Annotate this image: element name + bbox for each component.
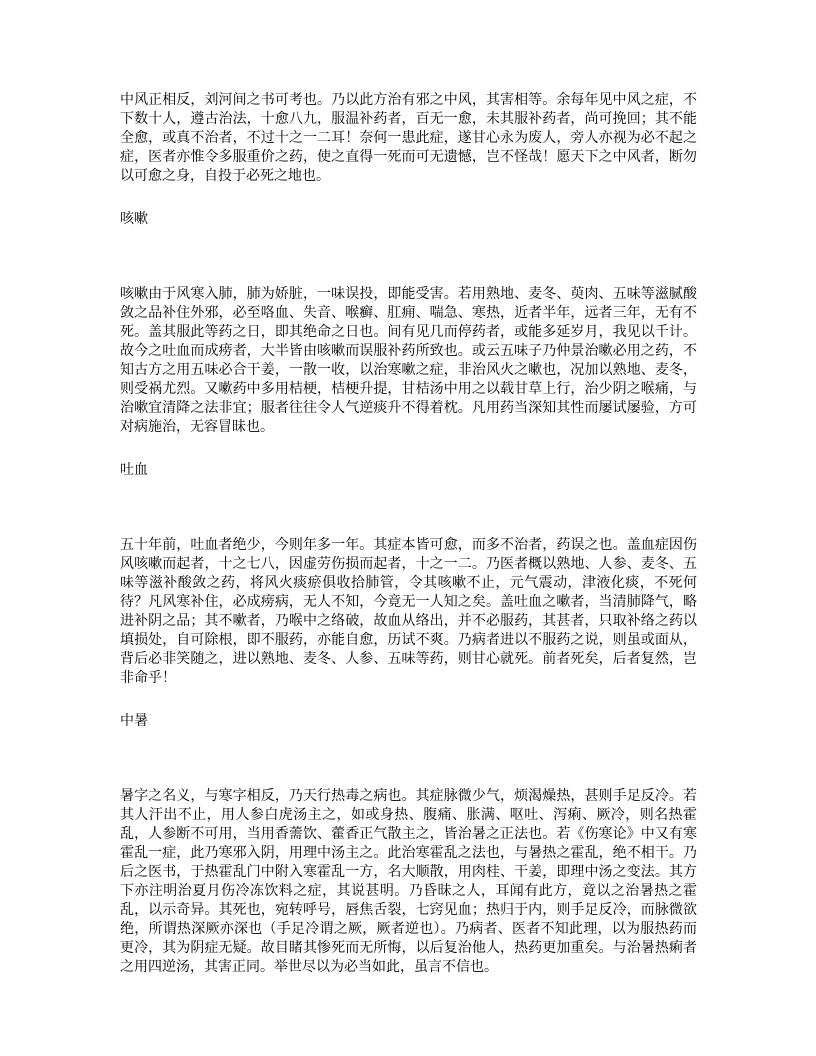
paragraph-heatstroke: 暑字之名义，与寒字相反，乃天行热毒之病也。其症脉微少气，烦渴燥热，甚则手足反冷。若其人汗出不止，用人参白虎汤主之，如或身热、腹痛、胀满、呕吐、泻痢、厥冷，则名热霍乱，人参断不可用，当用香薷饮、藿香正气散主之，皆治暑之正法也。若《伤寒论》中又有寒霍乱一症，此乃寒邪入阴，用理中汤主之。此治寒霍乱之法也，与暑热之霍乱，绝不相干。乃后之医书，于热霍乱门中附入寒霍乱一方，名大顺散，用肉桂、干姜，即理中汤之变法。其方下亦注明治夏月伤冷冻饮料之症，其说甚明。乃昏昧之人，耳闻有此方，竟以之治暑热之霍乱，以示奇异。其死也，宛转呼号，唇焦舌裂，七窍见血；热归于内，则手足反冷，而脉微欲绝，所谓热深厥亦深也（手足冷谓之厥，厥者逆也）。乃病者、医者不知此理，以为服热药而更冷，其为阴症无疑。故目睹其惨死而无所悔，以后复治他人，热药更加重矣。与治暑热痢者之用四逆汤，其害正同。举世尽以为必当如此，虽言不信也。 bbox=[120, 789, 697, 975]
section-heading-cough: 咳嗽 bbox=[120, 212, 148, 227]
section-heading-heatstroke: 中暑 bbox=[120, 714, 148, 729]
paragraph-hematemesis: 五十年前，吐血者绝少，今则年多一年。其症本皆可愈，而多不治者，药误之也。盖血症因伤风咳嗽而起者，十之七八，因虚劳伤损而起者，十之一二。乃医者概以熟地、人参、麦冬、五味等滋补酸敛之药，将风火痰瘀俱收拾肺管，令其咳嗽不止，元气震动，津液化痰，不死何待？凡风寒补住，必成痨病，无人不知，今竟无一人知之矣。盖吐血之嗽者，当清肺降气，略进补阴之品；其不嗽者，乃喉中之络破，故血从络出，并不必服药，其甚者，只取补络之药以填损处，自可除根，即不服药，亦能自愈，历试不爽。乃病者进以不服药之说，则虽或面从，背后必非笑随之，进以熟地、麦冬、人参、五味等药，则甘心就死。前者死矣，后者复然，岂非命乎！ bbox=[120, 538, 697, 686]
section-heading-hematemesis: 吐血 bbox=[120, 463, 148, 478]
paragraph-stroke-continuation: 中风正相反，刘河间之书可考也。乃以此方治有邪之中风，其害相等。余每年见中风之症，不下数十人，遵古治法，十愈八九，服温补药者，百无一愈，未其服补药者，尚可挽回；其不能全愈，或真不治者，不过十之一二耳！奈何一患此症，遂甘心永为废人，旁人亦视为必不起之症，医者亦惟令多服重价之药，使之直得一死而可无遗憾，岂不怪哉！愿天下之中风者，断勿以可愈之身，自投于必死之地也。 bbox=[120, 93, 697, 184]
paragraph-cough: 咳嗽由于风寒入肺，肺为娇脏，一味误投，即能受害。若用熟地、麦冬、萸肉、五味等滋腻酸敛之品补住外邪，必至咯血、失音、喉癣、肛痈、喘急、寒热，近者半年，远者三年，无有不死。盖其服此等药之日，即其绝命之日也。间有见几而停药者，或能多延岁月，我见以千计。故今之吐血而成痨者，大半皆由咳嗽而误服补药所致也。或云五味子乃仲景治嗽必用之药，不知古方之用五味必合干姜，一散一收，以治寒嗽之症，非治风火之嗽也，况加以熟地、麦冬，则受祸尤烈。又嗽药中多用桔梗，桔梗升提，甘桔汤中用之以载甘草上行，治少阴之喉痛，与治嗽宜清降之法非宜；服者往往令人气逆痰升不得着枕。凡用药当深知其性而屡试屡验，方可对病施治，无容冒昧也。 bbox=[120, 287, 697, 435]
